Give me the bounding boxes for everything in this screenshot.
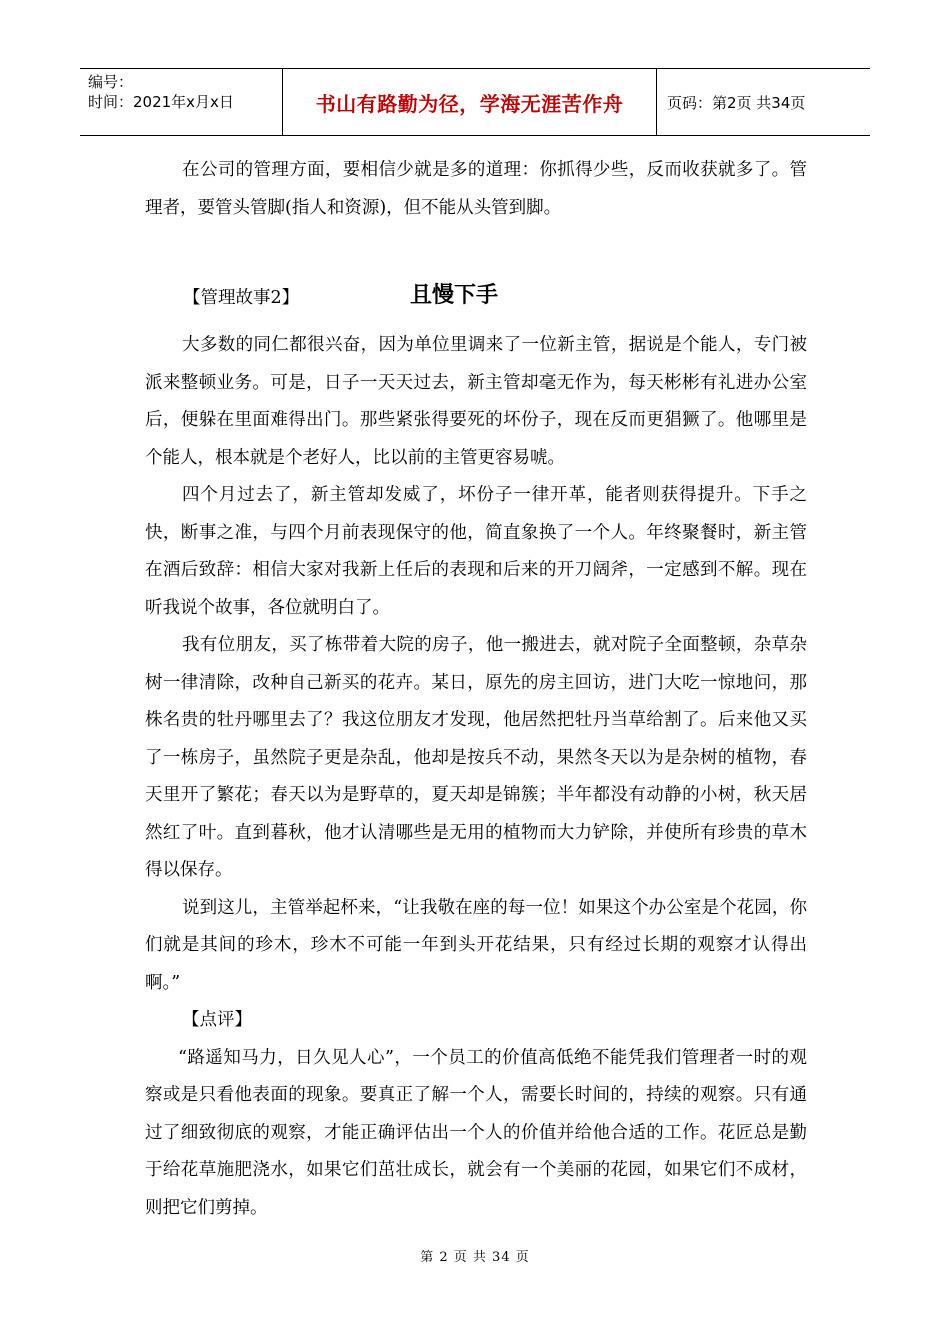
story-paragraph: 我有位朋友，买了栋带着大院的房子，他一搬进去，就对院子全面整顿，杂草杂树一律清除，改种自己新买的花卉。某日，原先的房主回访，进门大吃一惊地问，那株名贵的牡丹哪里去了？我这位朋友才发现，他居然把牡丹当草给割了。后来他又买了一栋房子，虽然院子更是杂乱，他却是按兵不动，果然冬天以为是杂树的植物，春天里开了繁花；春天以为是野草的，夏天却是锦簇；半年都没有动静的小树，秋天居然红了叶。直到暮秋，他才认清哪些是无用的植物而大力铲除，并使所有珍贵的草木得以保存。: [145, 635, 807, 880]
page-footer: 第 2 页 共 34 页: [420, 1250, 530, 1265]
story-tag: 【管理故事2】: [183, 288, 300, 308]
comment-paragraph: “路遥知马力，日久见人心”，一个员工的价值高低绝不能凭我们管理者一时的观察或是只看他表面的现象。要真正了解一个人，需要长时间的，持续的观察。只有通过了细致彻底的观察，才能正确评估出一个人的价值并给他合适的工作。花匠总是勤于给花草施肥浇水，如果它们茁壮成长，就会有一个美丽的花园，如果它们不成材，则把它们剪掉。: [145, 1047, 807, 1218]
header-meta: [80, 69, 282, 135]
story-paragraph: 大多数的同仁都很兴奋，因为单位里调来了一位新主管，据说是个能人，专门被派来整顿业务。可是，日子一天天过去，新主管却毫无作为，每天彬彬有礼进办公室后，便躲在里面难得出门。那些紧张得要死的坏份子，现在反而更猖獗了。他哪里是个能人，根本就是个老好人，比以前的主管更容易唬。: [145, 335, 807, 468]
header-page-info: 页码：第2页 共34页: [667, 93, 806, 112]
story-title: 且慢下手: [410, 283, 499, 308]
story-body: [145, 327, 807, 1227]
comment-label: 【点评】: [182, 1010, 252, 1030]
intro-section: [145, 152, 807, 227]
document-time: 时间：2021年x月x日: [88, 93, 234, 111]
story-paragraph: 说到这儿，主管举起杯来，“让我敬在座的每一位！如果这个办公室是个花园，你们就是其间的珍木，珍木不可能一年到头开花结果，只有经过长期的观察才认得出啊。”: [145, 897, 807, 993]
story-header: [183, 276, 783, 316]
page-header: [80, 68, 870, 136]
story-paragraph: 四个月过去了，新主管却发威了，坏份子一律开革，能者则获得提升。下手之快，断事之准，与四个月前表现保守的他，简直象换了一个人。年终聚餐时，新主管在酒后致辞：相信大家对我新上任后的表现和后来的开刀阔斧，一定感到不解。现在听我说个故事，各位就明白了。: [145, 485, 807, 618]
document-number-label: 编号：: [88, 73, 134, 91]
header-motto: 书山有路勤为径，学海无涯苦作舟: [282, 69, 657, 135]
intro-paragraph: 在公司的管理方面，要相信少就是多的道理：你抓得少些，反而收获就多了。管理者，要管头管脚(指人和资源)，但不能从头管到脚。: [145, 160, 807, 218]
